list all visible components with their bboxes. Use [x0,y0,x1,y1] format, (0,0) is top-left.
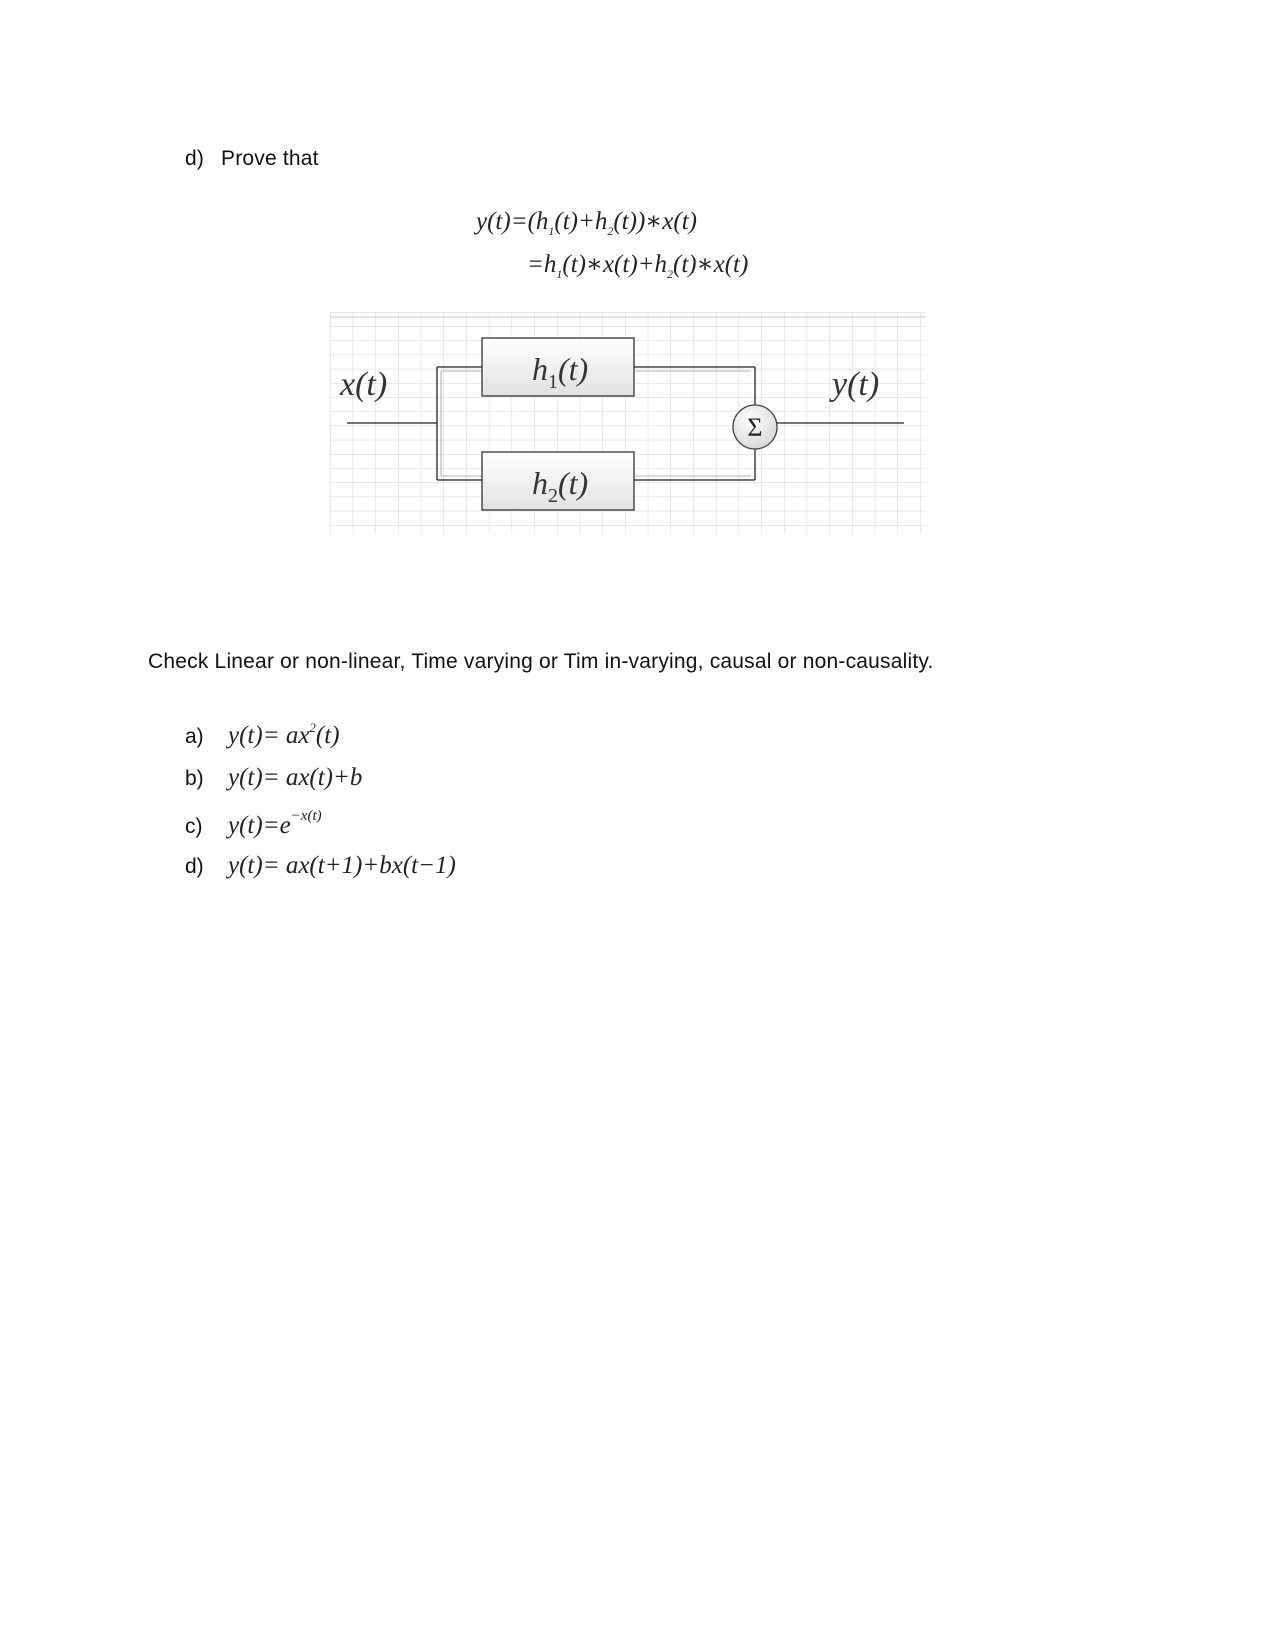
block-h1-label: $h_1(t)$ [532,351,589,393]
section-d-label: d) [185,147,205,170]
question-d-expr: y(t)= ax(t+1)+bx(t−1) [228,852,456,879]
question-a-expr: $y(t)= ax^2(t)$ [228,720,340,749]
section-d-text: Prove that [221,147,319,170]
question-b-label: b) [185,767,204,790]
question-b-expr: y(t)= ax(t)+b [228,764,363,791]
equation-line-1-text: $y(t)=(h_1(t)+h_2(t))∗x(t)$ [476,208,697,238]
equation-line-2-text: $=h_1(t)∗x(t)+h_2(t)∗x(t)$ [527,251,749,281]
question-d-label: d) [185,855,204,878]
output-label: y(t) [832,366,880,403]
question-c-expr: $y(t)=e^{-x(t)}$ [228,808,322,839]
question-c [185,808,322,842]
block-diagram [330,312,926,534]
block-diagram-svg [330,312,926,534]
equation-line-1 [476,206,697,239]
equation-line-2 [527,249,748,282]
input-label: x(t) [340,366,388,403]
question-c-label: c) [185,815,203,838]
question-a-label: a) [185,725,204,748]
question-a [185,720,340,754]
sum-symbol: Σ [747,413,763,442]
question-b [185,764,362,798]
block-h2-label: $h_2(t)$ [532,465,589,507]
question-d [185,852,456,886]
check-instruction: Check Linear or non-linear, Time varying or Tim in-varying, causal or non-causality. [148,650,934,673]
